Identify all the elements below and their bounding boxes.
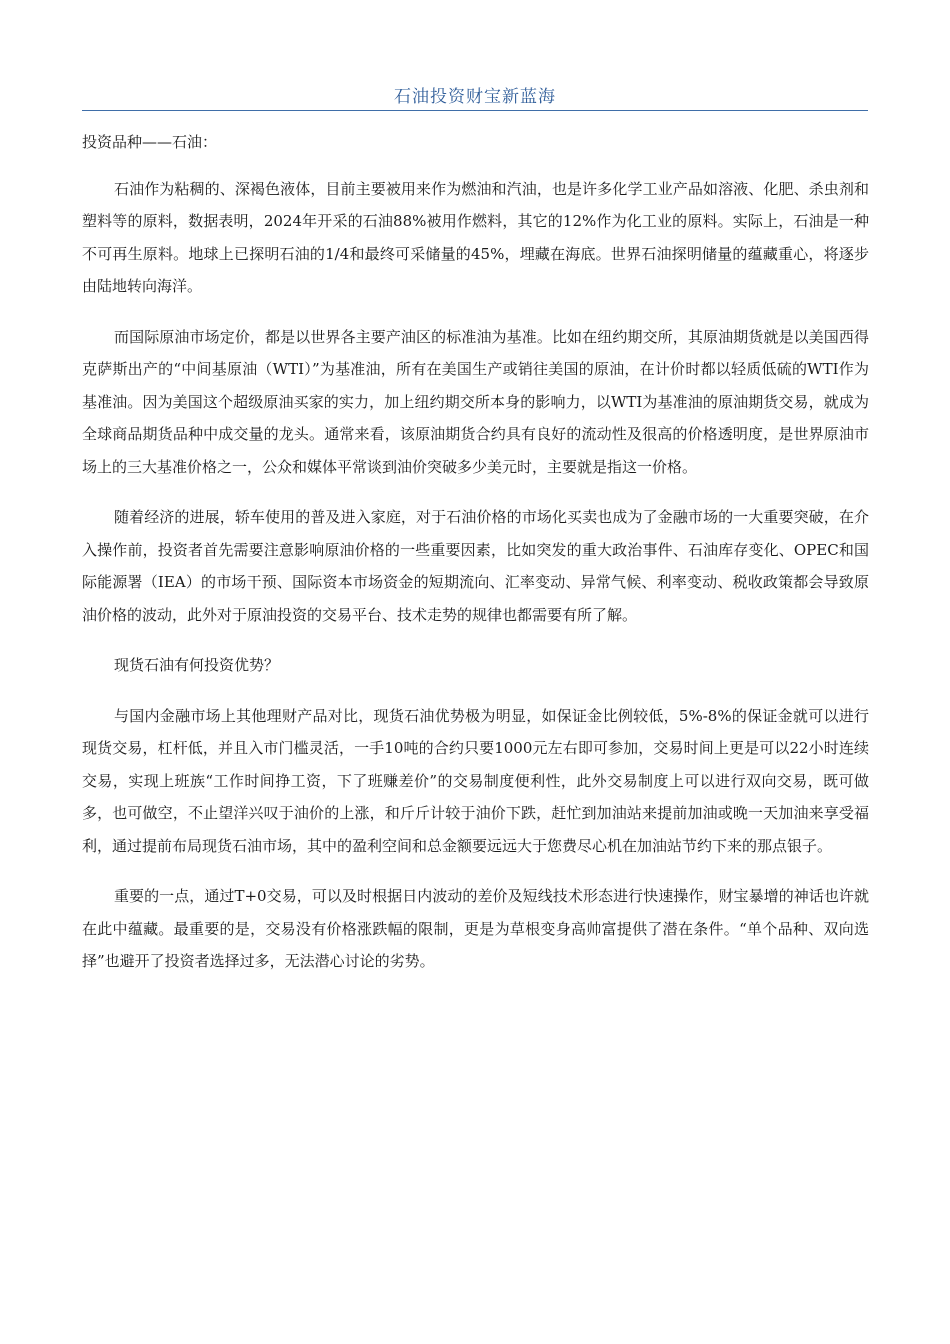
paragraph-wti-pricing: 而国际原油市场定价，都是以世界各主要产油区的标准油为基准。比如在纽约期交所，其原油期货就是以美国西得克萨斯出产的“中间基原油（WTI）”为基准油，所有在美国生产或销往美国的原油，在计价时都以轻质低硫的WTI作为基准油。因为美国这个超级原油买家的实力，加上纽约期交所本身的影响力，以WTI为基准油的原油期货交易，就成为全球商品期货品种中成交量的龙头。通常来看，该原油期货合约具有良好的流动性及很高的价格透明度，是世界原油市场上的三大基准价格之一，公众和媒体平常谈到油价突破多少美元时，主要就是指这一价格。 (82, 327, 869, 476)
page-title: 石油投资财宝新蓝海 (394, 87, 556, 107)
paragraph-oil-overview: 石油作为粘稠的、深褐色液体，目前主要被用来作为燃油和汽油，也是许多化学工业产品如溶液、化肥、杀虫剂和塑料等的原料，数据表明，2024年开采的石油88%被用作燃料，其它的12%作为化工业的原料。实际上，石油是一种不可再生原料。地球上已探明石油的1/4和最终可采储量的45%，埋藏在海底。世界石油探明储量的蕴藏重心，将逐步由陆地转向海洋。 (82, 179, 869, 295)
paragraph-spot-advantages: 与国内金融市场上其他理财产品对比，现货石油优势极为明显，如保证金比例较低，5%-8%的保证金就可以进行现货交易，杠杆低，并且入市门槛灵活，一手10吨的合约只要1000元左右即可参加，交易时间上更是可以22小时连续交易，实现上班族“工作时间挣工资，下了班赚差价”的交易制度便利性，此外交易制度上可以进行双向交易，既可做多，也可做空，不止望洋兴叹于油价的上涨，和斤斤计较于油价下跌，赶忙到加油站来提前加油或晚一天加油来享受福利，通过提前布局现货石油市场，其中的盈利空间和总金额要远远大于您费尽心机在加油站节约下来的那点银子。 (82, 706, 869, 855)
section-question: 现货石油有何投资优势？ (114, 656, 280, 674)
paragraph-t0-trading: 重要的一点，通过T+0交易，可以及时根据日内波动的差价及短线技术形态进行快速操作，财宝暴增的神话也许就在此中蕴藏。最重要的是，交易没有价格涨跌幅的限制，更是为草根变身高帅富提供了潜在条件。“单个品种、双向选择”也避开了投资者选择过多，无法潜心讨论的劣势。 (82, 887, 869, 970)
intro-heading: 投资品种——石油： (82, 133, 218, 151)
document-body (82, 126, 869, 996)
paragraph-price-factors: 随着经济的进展，轿车使用的普及进入家庭，对于石油价格的市场化买卖也成为了金融市场的一大重要突破，在介入操作前，投资者首先需要注意影响原油价格的一些重要因素，比如突发的重大政治事件、石油库存变化、OPEC和国际能源署（IEA）的市场干预、国际资本市场资金的短期流向、汇率变动、异常气候、利率变动、税收政策都会导致原油价格的波动，此外对于原油投资的交易平台、技术走势的规律也都需要有所了解。 (82, 508, 869, 624)
page-header (82, 80, 868, 111)
